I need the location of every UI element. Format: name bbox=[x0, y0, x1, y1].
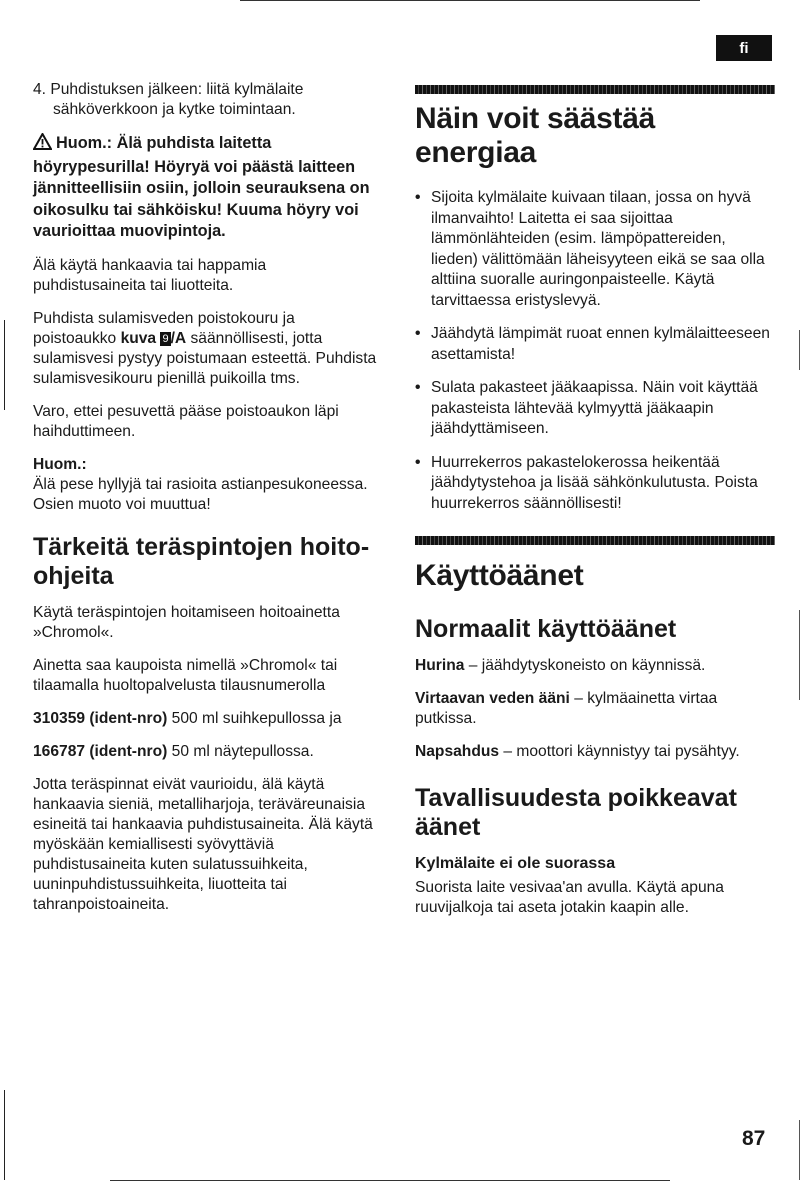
text: – moottori käynnistyy tai pysähtyy. bbox=[499, 743, 740, 760]
scan-margin-mark bbox=[799, 330, 800, 370]
order-code bbox=[33, 709, 378, 729]
scan-margin-mark bbox=[799, 610, 800, 700]
warning-triangle-icon bbox=[33, 133, 52, 157]
code: 166787 (ident-nro) bbox=[33, 742, 168, 760]
subheading-unusual-sounds: Tavallisuudesta poikkeavat äänet bbox=[415, 784, 737, 841]
language-tab: fi bbox=[716, 35, 772, 61]
note-title: Huom.: bbox=[33, 455, 87, 473]
warning-block bbox=[33, 133, 378, 243]
section-bar bbox=[415, 85, 775, 94]
figure-number-badge: 9 bbox=[162, 332, 169, 345]
paragraph: Varo, ettei pesuvettä pääse poistoaukon läpi haihduttimeen. bbox=[33, 402, 339, 440]
bottom-rule bbox=[110, 1180, 670, 1181]
step-4: 4. Puhdistuksen jälkeen: liitä kylmälaite sähköverkkoon ja kytke toimintaan. bbox=[33, 81, 304, 118]
list-item: • Jäähdytä lämpimät ruoat ennen kylmälaitteeseen asettamista! bbox=[415, 324, 775, 365]
list-item: • Sulata pakasteet jääkaapissa. Näin voit käyttää pakasteista lähtevää kylmyyttä jääkaapin jäähdyttämiseen. bbox=[415, 378, 775, 440]
note-text: Älä pese hyllyjä tai rasioita astianpesukoneessa. bbox=[33, 475, 368, 493]
scan-margin-mark bbox=[799, 1120, 800, 1180]
text: 50 ml näytepullossa. bbox=[167, 742, 314, 760]
list-item: • Huurrekerros pakastelokerossa heikentää jäähdytystehoa ja lisää sähkönkulutusta. Poista huurrekerros säännöllisesti! bbox=[415, 453, 775, 515]
section-heading-steel: Tärkeitä teräspintojen hoito-ohjeita bbox=[33, 532, 370, 590]
warning-text: Huom.: Älä puhdista laitetta höyrypesurilla! Höyryä voi päästä laitteen jännitteellisiin osiin, jolloin seurauksena on oikosulku tai sähköisku! Kuuma höyry voi vaurioittaa muovipintoja. bbox=[33, 134, 370, 240]
top-rule bbox=[240, 0, 700, 1]
sound-item bbox=[415, 656, 775, 676]
list-item: • Sijoita kylmälaite kuivaan tilaan, jossa on hyvä ilmanvaihto! Laitetta ei saa sijoittaa lämmönlähteiden (esim. lämpöpattereiden, lieden) välittömään läheisyyteen eikä se saa olla alttiina suoralle auringonpaisteelle. Käytä tarvittaessa eristyslevyä. bbox=[415, 188, 775, 311]
paragraph bbox=[33, 309, 378, 389]
note-text: Osien muoto voi muuttua! bbox=[33, 495, 211, 513]
text: 500 ml suihkepullossa ja bbox=[167, 709, 342, 727]
text: säännöllisesti, jotta sulamisvesi pystyy poistumaan esteettä. Puhdista sulamisvesikouru pienillä puikoilla tms. bbox=[33, 329, 377, 387]
scan-margin-mark bbox=[4, 320, 5, 410]
paragraph: Käytä teräspintojen hoitamiseen hoitoainetta »Chromol«. bbox=[33, 603, 340, 641]
scan-margin-mark bbox=[4, 1090, 5, 1180]
text: – kylmäainetta virtaa putkissa. bbox=[415, 690, 718, 727]
term: Hurina bbox=[415, 657, 465, 674]
text: – jäähdytyskoneisto on käynnissä. bbox=[464, 657, 706, 674]
left-column bbox=[33, 80, 378, 928]
page-number: 87 bbox=[742, 1127, 766, 1150]
section-heading-sounds: Käyttöäänet bbox=[415, 559, 584, 592]
term: Napsahdus bbox=[415, 743, 500, 760]
code: 310359 (ident-nro) bbox=[33, 709, 168, 727]
sound-item bbox=[415, 742, 775, 762]
section-heading-energy: Näin voit säästää energiaa bbox=[415, 102, 656, 169]
section-bar bbox=[415, 536, 775, 545]
subheading-normal-sounds: Normaalit käyttöäänet bbox=[415, 615, 677, 643]
text: Puhdista sulamisveden poistokouru ja poistoaukko bbox=[33, 309, 295, 347]
subheading-not-level: Kylmälaite ei ole suorassa bbox=[415, 855, 616, 872]
sound-item bbox=[415, 689, 775, 729]
note bbox=[33, 455, 378, 475]
paragraph: Älä käytä hankaavia tai happamia puhdistusaineita tai liuotteita. bbox=[33, 256, 267, 294]
order-code bbox=[33, 742, 378, 762]
term: Virtaavan veden ääni bbox=[415, 690, 570, 707]
figure-ref-letter: /A bbox=[170, 329, 187, 347]
right-column bbox=[415, 85, 775, 931]
figure-ref: kuva bbox=[120, 329, 157, 347]
paragraph: Ainetta saa kaupoista nimellä »Chromol« tai tilaamalla huoltopalvelusta tilausnumerolla bbox=[33, 656, 338, 694]
energy-tips-list bbox=[415, 188, 775, 514]
paragraph: Jotta teräspinnat eivät vaurioidu, älä käytä hankaavia sieniä, metalliharjoja, teräväreunaisia esineitä tai hankaavia puhdistusaineita. Älä käytä myöskään kemiallisesti syövyttäviä puhdistusaineita kuten sulatussuihkeita, uuninpuhdistussuihkeita, liuotteita tai tahranpoistoaineita. bbox=[33, 775, 373, 913]
paragraph: Suorista laite vesivaa'an avulla. Käytä apuna ruuvijalkoja tai aseta jotakin kaapin alle. bbox=[415, 879, 724, 916]
